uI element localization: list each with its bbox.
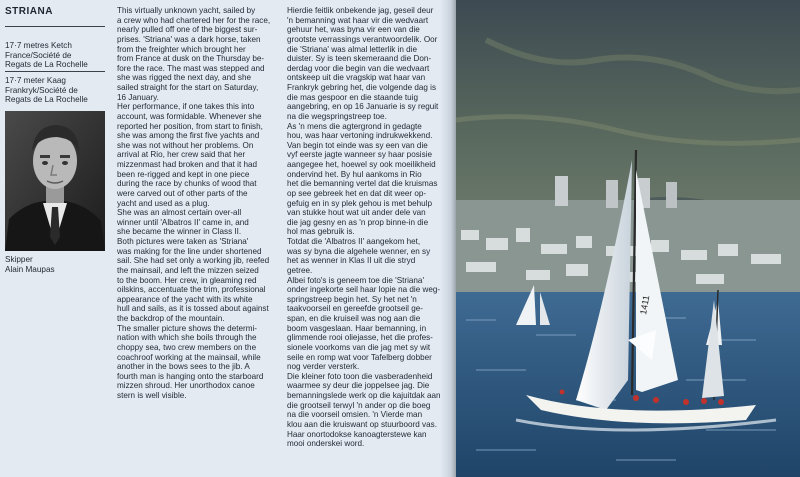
- text-line: nearly pulled off one of the biggest sur-: [117, 25, 258, 35]
- text-line: boom vasgeslaan. Haar bemanning, in: [287, 323, 427, 333]
- text-line: span, en die kruiseil was nog aan die: [287, 314, 421, 323]
- text-line: Van begin tot einde was sy een van die: [287, 140, 428, 150]
- text-line: derdag voor die begin van die wedvaart: [287, 63, 430, 73]
- text-line: choppy sea, two crew members on the: [117, 342, 257, 352]
- text-line: grootste verrassings verantwoordelik. Oor: [287, 34, 438, 44]
- text-line: gehuur het, was byna vir een van die: [287, 25, 420, 35]
- divider: [5, 71, 105, 72]
- text-line: taakvoorseil en gereefde grootseil ge-: [287, 304, 423, 314]
- text-line: to the boom. Her crew, in gleaming red: [117, 275, 257, 285]
- divider: [5, 26, 105, 27]
- text-line: vyf eerste jagte wanneer sy haar posisie: [287, 150, 432, 160]
- text-line: fore the race. The mast was stepped and: [117, 63, 265, 73]
- text-line: mizzen shroud. Her unorthodox canoe: [117, 381, 255, 391]
- text-line: from France at dusk on the Thursday be-: [117, 54, 265, 64]
- text-line: the backdrop of the mountain.: [117, 314, 225, 323]
- text-line: was making for the line under shortened: [117, 246, 262, 256]
- spec-afrikaans: 17·7 meter Kaag Frankryk/Société de Regats de La Rochelle: [5, 76, 88, 105]
- text-line: op see gebreek het en dat dit weer op-: [287, 188, 427, 198]
- text-line: klou aan die kruiswant op stuurboord vas.: [287, 419, 437, 429]
- text-line: As 'n mens die agtergrond in gedagte: [287, 121, 422, 131]
- text-line: hol mas gebruik is.: [287, 227, 355, 237]
- portrait-caption: Skipper Alain Maupas: [5, 255, 55, 274]
- text-line: hull and sails, as it is tossed about against: [117, 304, 269, 314]
- text-line: she became the winner in Class II.: [117, 227, 242, 237]
- text-line: 'n bemanning wat haar vir die wedvaart: [287, 15, 429, 25]
- text-line: na die voorseil omsien. 'n Vierde man: [287, 410, 423, 420]
- text-line: Her performance, if one takes this into: [117, 102, 255, 112]
- text-line: another in the bows sees to the jib. A: [117, 362, 250, 372]
- text-line: ontskeep uit die vragskip wat haar van: [287, 73, 426, 83]
- page-title: STRIANA: [5, 6, 53, 17]
- text-line: mooi onderskei word.: [287, 439, 365, 449]
- text-line: been re-rigged and kept in one piece: [117, 169, 250, 179]
- text-line: gefuig en in sy plek gehou is met behulp: [287, 198, 432, 208]
- text-line: Albei foto's is geneem toe die 'Striana': [287, 275, 424, 285]
- skipper-portrait: [5, 111, 105, 251]
- text-line: seile en romp wat voor Tafelberg dobber: [287, 352, 432, 362]
- article-afrikaans: [287, 6, 444, 449]
- text-line: she was rigged the next day, and she: [117, 73, 251, 83]
- text-line: prises. 'Striana' was a dark horse, taken: [117, 34, 261, 44]
- text-line: Haar onortodokse kanoagterstewe kan: [287, 429, 427, 439]
- text-line: coachroof working at the mainsail, while: [117, 352, 261, 362]
- yacht-photo: [456, 0, 800, 477]
- text-line: account, was formidable. Whenever she: [117, 111, 262, 121]
- text-line: from the freighter which brought her: [117, 44, 246, 54]
- text-line: glimmende rooi oliejasse, het die profes-: [287, 333, 433, 343]
- text-line: appearance of the yacht with its white: [117, 294, 253, 304]
- text-line: arrival at Rio, her crew said that her: [117, 150, 246, 160]
- text-line: stern is well visible.: [117, 391, 187, 400]
- text-line: ondervind het. By hul aankoms in Rio: [287, 169, 422, 179]
- spec-english: 17·7 metres Ketch France/Société de Regats de La Rochelle: [5, 41, 88, 70]
- text-line: the mainsail, and left the mizzen seized: [117, 265, 259, 275]
- text-line: Frankryk gebring het, die volgende dag is: [287, 83, 437, 92]
- text-line: The smaller picture shows the determi-: [117, 323, 257, 333]
- article-english: [117, 6, 275, 401]
- text-line: reported her position, from start to finish,: [117, 121, 263, 131]
- text-line: nation with which she boils through the: [117, 333, 257, 343]
- text-line: a crew who had chartered her for the race,: [117, 15, 271, 25]
- text-line: sailed straight for the start on Saturday,: [117, 83, 259, 92]
- text-line: aangebring, en op 16 Januarie is sy reguit: [287, 102, 439, 112]
- text-line: springstreep begin het. Sy het net 'n: [287, 294, 417, 304]
- text-line: onder ingekorte seil haar lopie na die weg-: [287, 285, 441, 295]
- text-line: Hierdie feitlik onbekende jag, geseil deur: [287, 6, 434, 15]
- text-line: mizzenmast had broken and that it had: [117, 160, 258, 169]
- text-line: during the race by chunks of wood that: [117, 179, 257, 189]
- text-line: were carved out of other parts of the: [117, 188, 248, 198]
- text-line: duister. Sy is teen skemeraand die Don-: [287, 54, 432, 64]
- sail-number: 1411: [638, 294, 652, 316]
- text-line: het die bemanning vertel dat die kruismas: [287, 179, 438, 189]
- text-line: Both pictures were taken as 'Striana': [117, 237, 249, 246]
- text-line: getree.: [287, 265, 313, 275]
- text-line: van stukke hout wat uit ander dele van: [287, 208, 426, 218]
- text-line: This virtually unknown yacht, sailed by: [117, 6, 256, 15]
- text-line: aangegee het, hoewel sy ook moeilikheid: [287, 160, 436, 169]
- text-line: yacht and used as a plug.: [117, 198, 210, 208]
- text-line: hou, was haar vertoning indrukwekkend.: [287, 131, 433, 141]
- text-line: She was an almost certain over-all: [117, 208, 242, 218]
- text-line: sionele voorkoms van die jag met sy wit: [287, 342, 431, 352]
- text-line: bemanningslede werk op die kajuitdak aan: [287, 391, 441, 400]
- text-line: na die wegspringstreep toe.: [287, 111, 387, 121]
- text-line: die mas gespoor en die staande tuig: [287, 92, 418, 102]
- text-line: die jag gesny en as 'n prop binne-in die: [287, 217, 429, 227]
- text-line: Totdat die 'Albatros II' aangekom het,: [287, 237, 421, 246]
- text-line: oilskins, accentuate the trim, professional: [117, 285, 266, 295]
- text-line: Die kleiner foto toon die vasberadenheid: [287, 371, 433, 381]
- text-line: het as wenner in Klas II uit die stryd: [287, 256, 416, 266]
- text-line: 16 January.: [117, 92, 159, 102]
- text-line: fourth man is hanging onto the starboard: [117, 371, 264, 381]
- text-line: die grootseil terwyl 'n ander op die boeg: [287, 400, 431, 410]
- text-line: winner until 'Albatros II' came in, and: [117, 217, 249, 227]
- text-line: she was among the first five yachts and: [117, 131, 260, 141]
- text-line: sail. She had set only a working jib, reefed: [117, 256, 270, 266]
- text-line: nog verder versterk.: [287, 362, 360, 372]
- text-line: waarmee sy deur die joppelsee jag. Die: [287, 381, 430, 391]
- text-line: was sy byna die algehele wenner, en sy: [287, 246, 431, 256]
- text-line: she was not without her problems. On: [117, 140, 254, 150]
- text-line: die 'Striana' was almal letterlik in die: [287, 44, 417, 54]
